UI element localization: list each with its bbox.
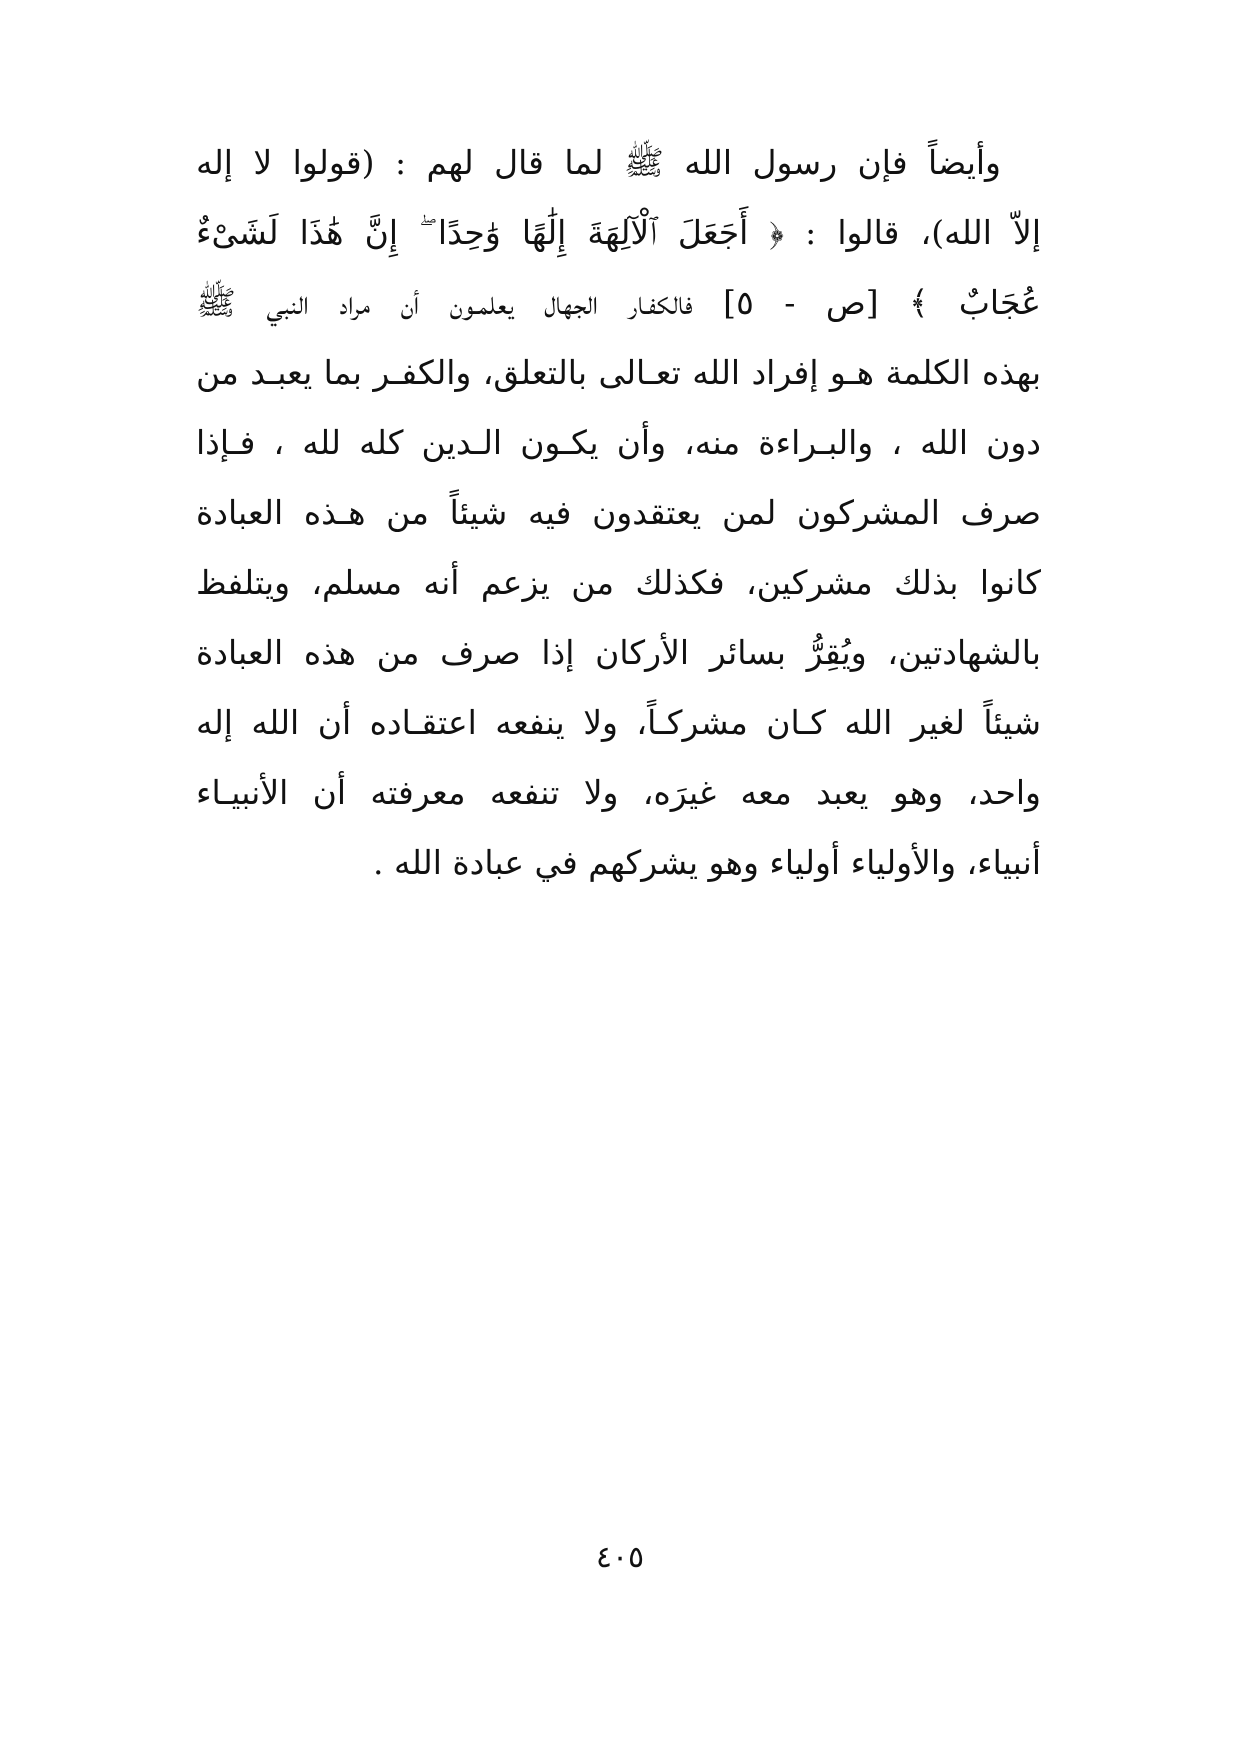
text-line: شيئاً لغير الله كـان مشركـاً، ولا ينفعه اعتقـاده أن الله إله [196, 703, 1041, 742]
text-line: عُجَابٌ ﴾ [ص - ٥] فالكفـار الجهال يعلمـون أن مراد النبي ﷺ [196, 283, 1041, 322]
body-paragraph [196, 128, 1041, 898]
text-line: بهذه الكلمة هـو إفراد الله تعـالى بالتعلق، والكفـر بما يعبـد من [196, 353, 1041, 392]
text-line: واحد، وهو يعبد معه غيرَه، ولا تنفعه معرفته أن الأنبيـاء [196, 773, 1041, 812]
text-line: وأيضاً فإن رسول الله ﷺ لما قال لهم : (قولوا لا إله [196, 143, 1001, 182]
text-line: صرف المشركون لمن يعتقدون فيه شيئاً من هـذه العبادة [196, 493, 1041, 532]
text-line: أنبياء، والأولياء أولياء وهو يشركهم في عبادة الله . [373, 843, 1041, 882]
page-number: ٤٠٥ [595, 1540, 645, 1575]
text-line: كانوا بذلك مشركين، فكذلك من يزعم أنه مسلم، ويتلفظ [196, 563, 1041, 602]
text-line: بالشهادتين، ويُقِرُّ بسائر الأركان إذا صرف من هذه العبادة [196, 633, 1041, 672]
text-line: إلاّ الله)، قالوا : ﴿ أَجَعَلَ ٱلْآلِهَةَ إِلَٰهًا وَٰحِدًا ۖ إِنَّ هَٰذَا لَشَىْءٌ [196, 213, 1041, 252]
text-line: دون الله ، والبـراءة منه، وأن يكـون الـدين كله لله ، فـإذا [196, 423, 1041, 462]
